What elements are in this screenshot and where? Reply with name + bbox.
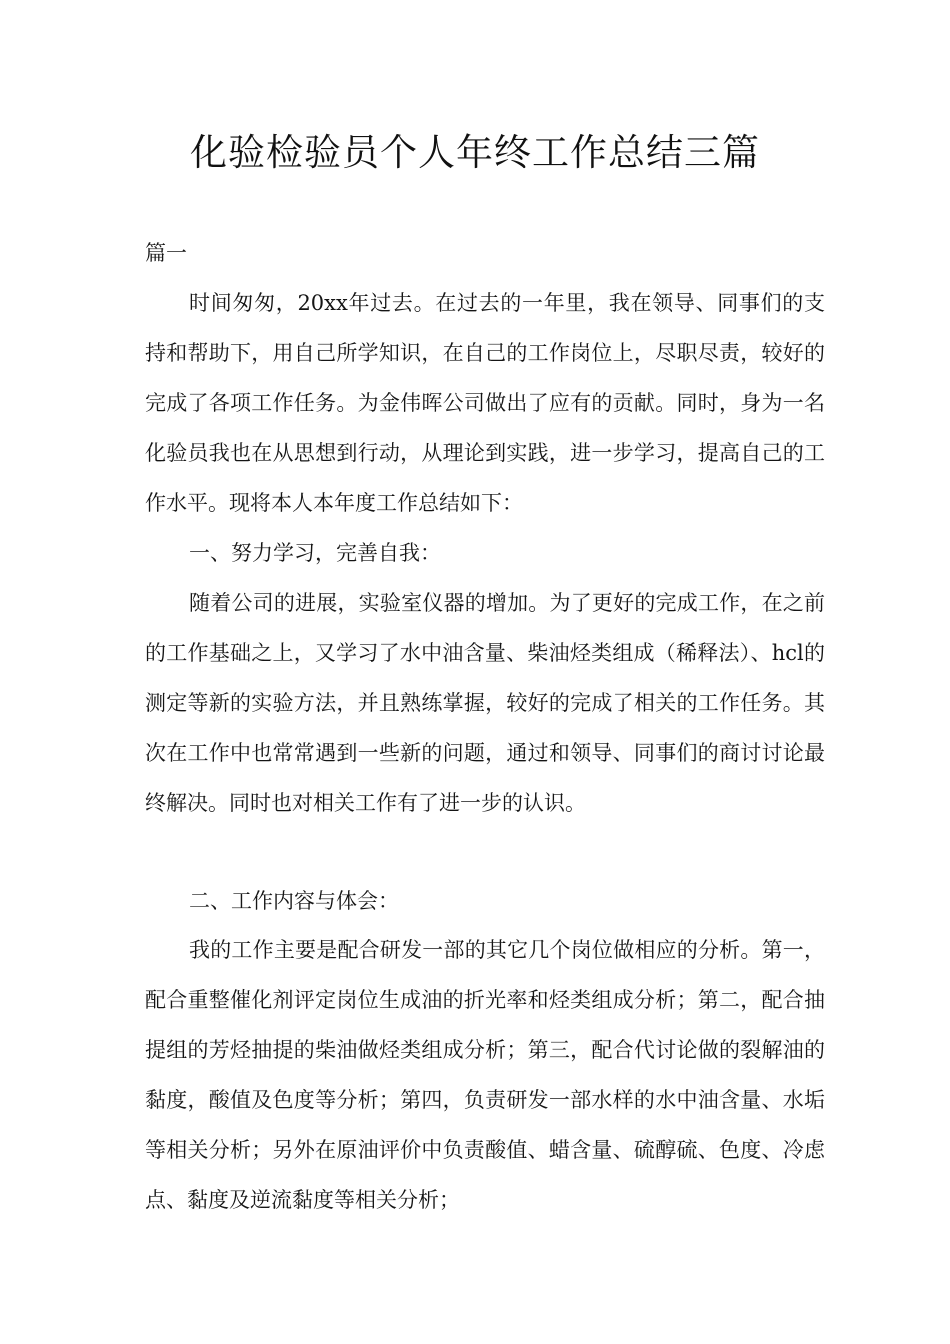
section-heading-work bbox=[145, 876, 825, 926]
section-heading-study bbox=[145, 528, 825, 578]
paragraph-intro bbox=[145, 278, 825, 528]
paragraph-text: 时间匆匆，20xx年过去。在过去的一年里，我在领导、同事们的支持和帮助下，用自己所学知识，在自己的工作岗位上，尽职尽责，较好的完成了各项工作任务。为金伟晖公司做出了应有的贡献。同时，身为一名化验员我也在从思想到行动，从理论到实践，进一步学习，提高自己的工作水平。现将本人本年度工作总结如下： bbox=[145, 291, 825, 515]
heading-text: 一、努力学习，完善自我： bbox=[189, 541, 441, 565]
section-label: 篇一 bbox=[145, 241, 187, 265]
heading-text: 二、工作内容与体会： bbox=[189, 889, 399, 913]
paragraph-work bbox=[145, 925, 825, 1225]
document-title: 化验检验员个人年终工作总结三篇 bbox=[190, 131, 760, 174]
paragraph-text: 随着公司的进展，实验室仪器的增加。为了更好的完成工作，在之前的工作基础之上，又学习了水中油含量、柴油烃类组成（稀释法）、hcl的测定等新的实验方法，并且熟练掌握，较好的完成了相关的工作任务。其次在工作中也常常遇到一些新的问题，通过和领导、同事们的商讨讨论最终解决。同时也对相关工作有了进一步的认识。 bbox=[145, 591, 825, 815]
paragraph-text: 我的工作主要是配合研发一部的其它几个岗位做相应的分析。第一，配合重整催化剂评定岗位生成油的折光率和烃类组成分析；第二，配合抽提组的芳烃抽提的柴油做烃类组成分析；第三，配合代讨论做的裂解油的黏度，酸值及色度等分析；第四，负责研发一部水样的水中油含量、水垢等相关分析；另外在原油评价中负责酸值、蜡含量、硫醇硫、色度、冷虑点、黏度及逆流黏度等相关分析； bbox=[145, 938, 825, 1212]
paragraph-study bbox=[145, 578, 825, 828]
